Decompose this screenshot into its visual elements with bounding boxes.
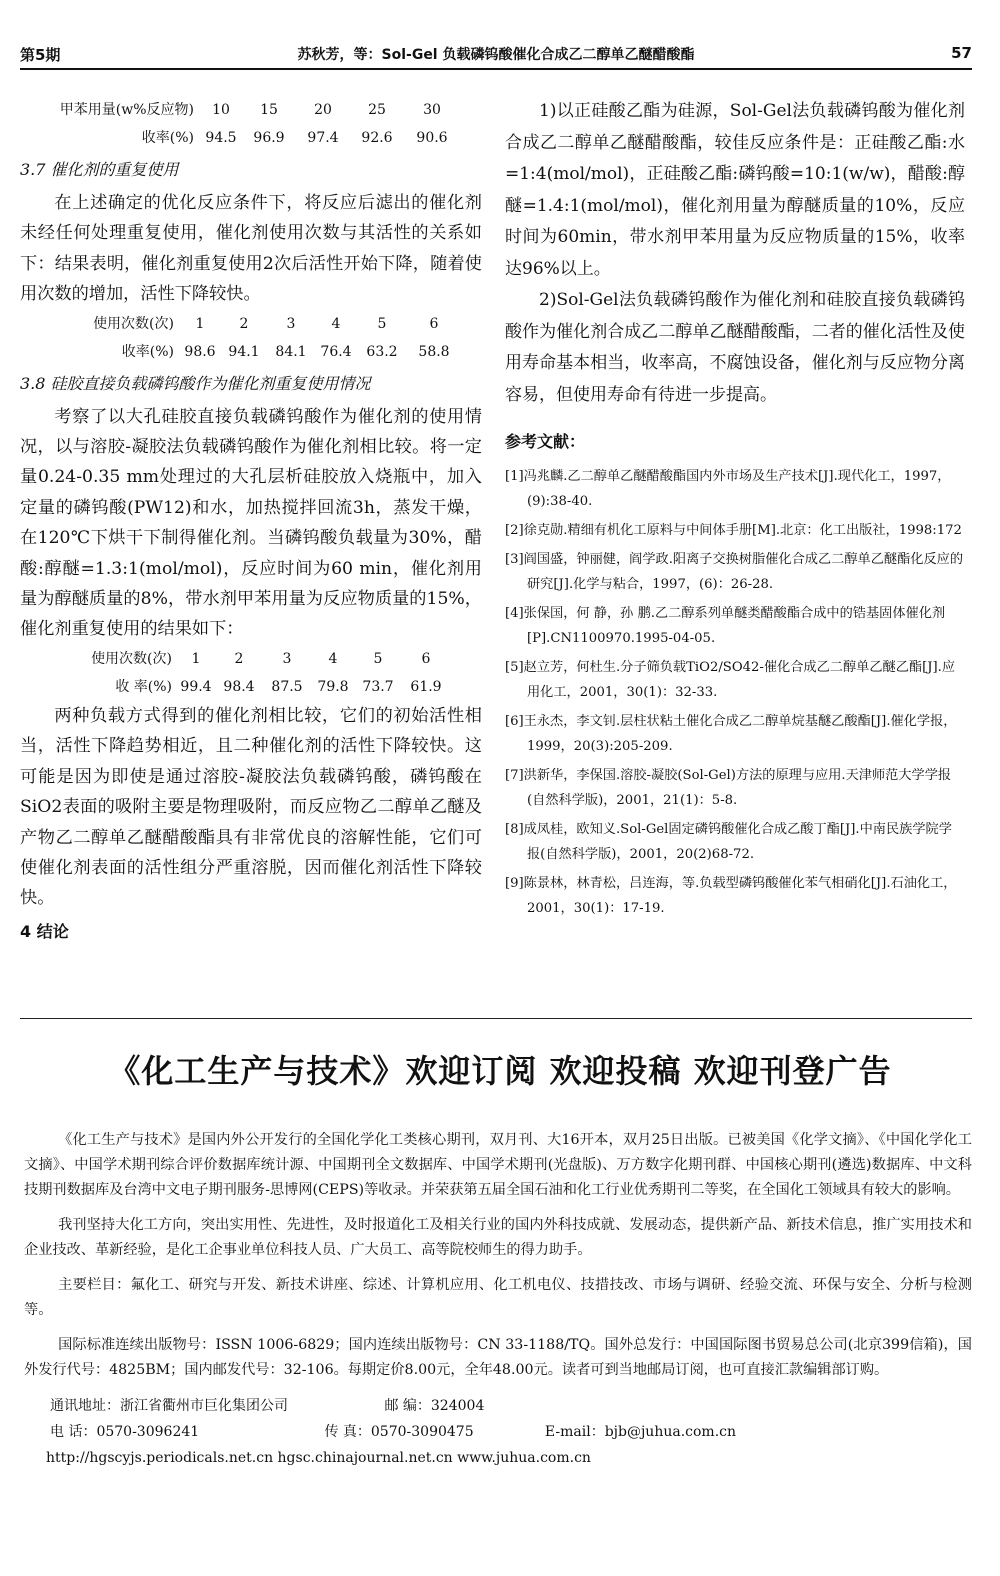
- table-cell: 3: [286, 315, 296, 332]
- paragraph: 两种负载方式得到的催化剂相比较，它们的初始活性相当，活性下降趋势相近，且二种催化剂的活性下降较快。这可能是因为即使是通过溶胶-凝胶法负载磷钨酸，磷钨酸在SiO2表面的吸附主要是物理吸附，而反应物乙二醇单乙醚及产物乙二醇单乙醚醋酸酯具有非常优良的溶解性能，它们可使催化剂表面的活性组分严重溶脱，因而催化剂活性下降较快。: [20, 705, 482, 909]
- table-cell: 1: [191, 650, 201, 667]
- table-cell: 98.4: [223, 678, 255, 695]
- table-cell: 3: [282, 650, 292, 667]
- website-urls: http://hgscyjs.periodicals.net.cn hgsc.chinajournal.net.cn www.juhua.com.cn: [46, 1450, 591, 1466]
- reference-item: [9]陈景林，林青松，吕连海，等.负载型磷钨酸催化苯气相硝化[J].石油化工，2001，30(1)：17-19.: [505, 876, 957, 916]
- fax: 传 真：0570-3090475: [324, 1424, 474, 1440]
- table-cell: 25: [368, 102, 386, 118]
- postcode: 邮 编：324004: [384, 1398, 485, 1414]
- table-cell: 4: [328, 650, 338, 667]
- reference-list: [505, 464, 965, 921]
- email: E-mail：bjb@juhua.com.cn: [544, 1424, 736, 1440]
- table-cell: 15: [260, 102, 278, 118]
- table-cell: 1: [195, 315, 205, 332]
- ad-paragraph: 主要栏目：氟化工、研究与开发、新技术讲座、综述、计算机应用、化工机电仪、技措技改、市场与调研、经验交流、环保与安全、分析与检测等。: [24, 1277, 972, 1318]
- left-column: [20, 96, 482, 950]
- ad-banner-title: 《化工生产与技术》欢迎订阅 欢迎投稿 欢迎刊登广告: [108, 1052, 892, 1090]
- table-cell: 6: [429, 315, 439, 332]
- paragraph: 在上述确定的优化反应条件下，将反应后滤出的催化剂未经任何处理重复使用，催化剂使用次数与其活性的关系如下：结果表明，催化剂重复使用2次后活性开始下降，随着使用次数的增加，活性下降较快。: [20, 193, 482, 305]
- address: 通讯地址：浙江省衢州市巨化集团公司: [50, 1398, 288, 1414]
- table-cell: 98.6: [184, 343, 216, 360]
- contact-row-urls: [24, 1445, 972, 1471]
- table-cell: 58.8: [418, 343, 450, 360]
- table-cell: 84.1: [275, 343, 307, 360]
- table-cell: 63.2: [366, 343, 398, 360]
- journal-advertisement: [24, 1128, 972, 1471]
- table-row-label: 甲苯用量(w%反应物): [59, 102, 194, 118]
- table-cell: 94.1: [228, 343, 260, 360]
- section-divider: [20, 1018, 972, 1019]
- running-header: [20, 42, 972, 70]
- ad-paragraph: 《化工生产与技术》是国内外公开发行的全国化学化工类核心期刊，双月刊、大16开本，双月25日出版。已被美国《化学文摘》、《中国化学化工文摘》、中国学术期刊综合评价数据库统计源、中国期刊全文数据库、中国学术期刊(光盘版)、万方数字化期刊群、中国核心期刊(遴选)数据库、中文科技期刊数据库及台湾中文电子期刊服务-思博网(CEPS)等收录。并荣获第五届全国石油和化工行业优秀期刊二等奖，在全国化工领域具有较大的影响。: [24, 1132, 972, 1198]
- reference-item: [8]成凤桂，欧知义.Sol-Gel固定磷钨酸催化合成乙酸丁酯[J].中南民族学院学报(自然科学版)，2001，20(2)68-72.: [505, 822, 952, 862]
- ad-paragraph: 我刊坚持大化工方向，突出实用性、先进性，及时报道化工及相关行业的国内外科技成就、发展动态，提供新产品、新技术信息，推广实用技术和企业技改、革新经验，是化工企事业单位科技人员、广大员工、高等院校师生的得力助手。: [24, 1217, 972, 1258]
- table-cell: 97.4: [307, 130, 339, 146]
- reference-item: [5]赵立芳，何杜生.分子筛负载TiO2/SO42-催化合成乙二醇单乙醚乙酯[J].应用化工，2001，30(1)：32-33.: [505, 660, 956, 700]
- page-number: 57: [951, 44, 972, 62]
- table-cell: 94.5: [205, 130, 237, 146]
- table-row-label: 使用次数(次): [93, 315, 174, 332]
- phone: 电 话：0570-3096241: [50, 1424, 200, 1440]
- table-cell: 2: [239, 315, 249, 332]
- table-row-label: 使用次数(次): [91, 650, 172, 667]
- table-cell: 2: [234, 650, 244, 667]
- table-cell: 96.9: [253, 130, 285, 146]
- table-cell: 5: [377, 315, 387, 332]
- reference-item: [1]冯兆麟.乙二醇单乙醚醋酸酯国内外市场及生产技术[J].现代化工，1997，(9):38-40.: [505, 469, 951, 509]
- reference-item: [4]张保国，何 静，孙 鹏.乙二醇系列单醚类醋酸酯合成中的锆基固体催化剂[P].CN1100970.1995-04-05.: [505, 606, 946, 646]
- right-column: [505, 96, 965, 925]
- table-cell: 30: [423, 102, 441, 118]
- table-cell: 5: [373, 650, 383, 667]
- table-cell: 99.4: [180, 678, 212, 695]
- table-row-label: 收 率(%): [115, 678, 172, 695]
- reference-item: [3]阎国盛，钟丽健，阎学政.阳离子交换树脂催化合成乙二醇单乙醚酯化反应的研究[J].化学与粘合，1997，(6)：26-28.: [505, 552, 964, 592]
- section-heading-3-8: 3.8 硅胶直接负载磷钨酸作为催化剂重复使用情况: [20, 373, 371, 393]
- issue-number: 第5期: [20, 46, 61, 64]
- references-heading: 参考文献：: [505, 432, 586, 451]
- running-title: 苏秋芳，等：Sol-Gel 负载磷钨酸催化合成乙二醇单乙醚醋酸酯: [297, 47, 695, 63]
- conclusion-2: 2)Sol-Gel法负载磷钨酸作为催化剂和硅胶直接负载磷钨酸作为催化剂合成乙二醇单乙醚醋酸酯，二者的催化活性及使用寿命基本相当，收率高，不腐蚀设备，催化剂与反应物分离容易，但使用寿命有待进一步提高。: [505, 290, 965, 405]
- table-cell: 6: [421, 650, 431, 667]
- table-cell: 92.6: [361, 130, 393, 146]
- table-cell: 10: [212, 102, 230, 118]
- table-cell: 73.7: [362, 678, 394, 695]
- table-cell: 79.8: [317, 678, 349, 695]
- table-cell: 87.5: [271, 678, 303, 695]
- table-cell: 61.9: [410, 678, 442, 695]
- reference-item: [7]洪新华，李保国.溶胶-凝胶(Sol-Gel)方法的原理与应用.天津师范大学学报(自然科学版)，2001，21(1)：5-8.: [505, 768, 952, 808]
- reuse-table-silica: [30, 645, 482, 701]
- reference-item: [2]徐克勋.精细有机化工原料与中间体手册[M].北京：化工出版社，1998:172: [505, 523, 962, 538]
- contact-row-address: [24, 1393, 972, 1419]
- section-heading-3-7: 3.7 催化剂的重复使用: [20, 160, 179, 179]
- reference-item: [6]王永杰，李文钊.层柱状粘土催化合成乙二醇单烷基醚乙酸酯[J].催化学报，1999，20(3):205-209.: [505, 714, 957, 754]
- ad-paragraph: 国际标准连续出版物号：ISSN 1006-6829；国内连续出版物号：CN 33-1188/TQ。国外总发行：中国国际图书贸易总公司(北京399信箱)，国外发行代号：4825BM；国内邮发代号：32-106。每期定价8.00元，全年48.00元。读者可到当地邮局订阅，也可直接汇款编辑部订购。: [24, 1337, 972, 1378]
- reuse-table-solgel: [30, 310, 482, 366]
- table-cell: 4: [331, 315, 341, 332]
- section-heading-4: 4 结论: [20, 921, 69, 941]
- paragraph: 考察了以大孔硅胶直接负载磷钨酸作为催化剂的使用情况，以与溶胶-凝胶法负载磷钨酸作为催化剂相比较。将一定量0.24-0.35 mm处理过的大孔层析硅胶放入烧瓶中，加入定量的磷钨酸(PW12)和水，加热搅拌回流3h，蒸发干燥，在120℃下烘干下制得催化剂。当磷钨酸负载量为30%，醋酸:醇醚=1.3:1(mol/mol)，反应时间为60 min，催化剂用量为醇醚质量的8%，带水剂甲苯用量为反应物质量的15%，催化剂重复使用的结果如下：: [20, 406, 482, 640]
- table-row-label: 收率(%): [141, 130, 194, 146]
- toluene-yield-table: [30, 96, 482, 152]
- table-cell: 90.6: [416, 130, 448, 146]
- contact-row-phone: [24, 1419, 972, 1445]
- conclusion-1: 1)以正硅酸乙酯为硅源，Sol-Gel法负载磷钨酸为催化剂合成乙二醇单乙醚醋酸酯，较佳反应条件是：正硅酸乙酯:水=1:4(mol/mol)，正硅酸乙酯:磷钨酸=10:1(w/w)，醋酸:醇醚=1.4:1(mol/mol)，催化剂用量为醇醚质量的10%，反应时间为60min，带水剂甲苯用量为反应物质量的15%，收率达96%以上。: [505, 101, 965, 279]
- table-cell: 20: [314, 102, 332, 118]
- table-cell: 76.4: [320, 343, 352, 360]
- table-row-label: 收率(%): [121, 343, 174, 360]
